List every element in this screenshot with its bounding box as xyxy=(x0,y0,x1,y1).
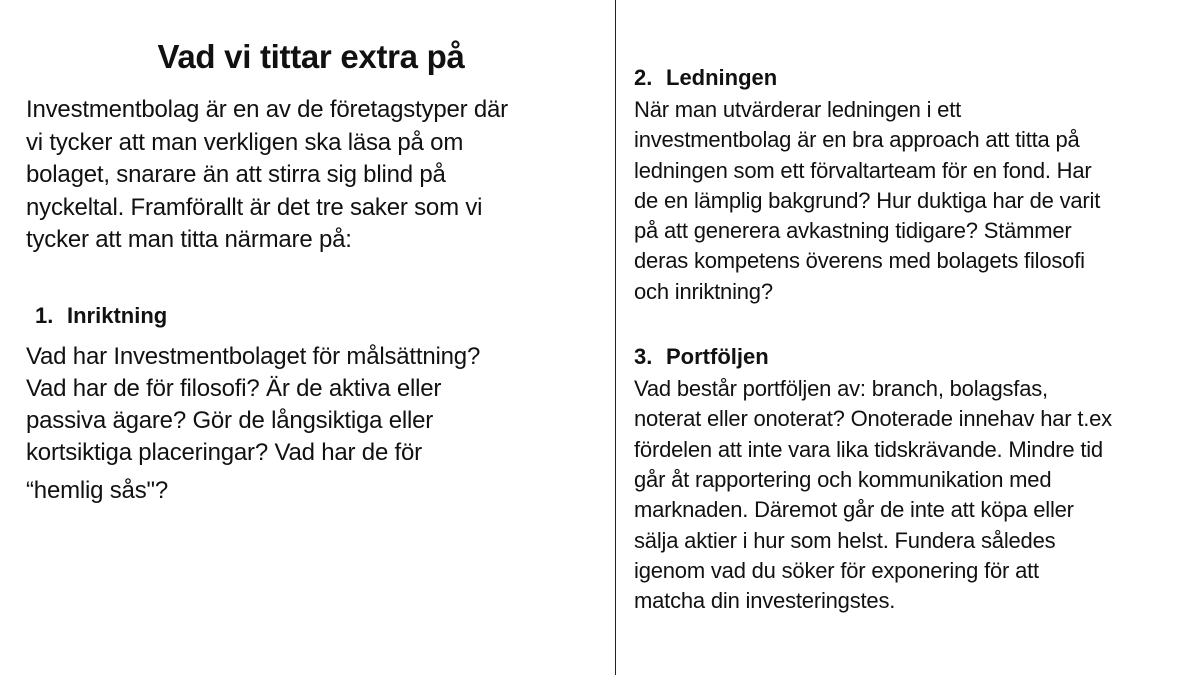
body-line: fördelen att inte vara lika tidskrävande. Mindre tid xyxy=(634,436,1103,462)
body-line: investmentbolag är en bra approach att titta på xyxy=(634,127,1080,153)
intro-line: tycker att man titta närmare på: xyxy=(26,226,352,253)
page-title: Vad vi tittar extra på xyxy=(157,38,465,75)
body-line: noterat eller onoterat? Onoterade innehav har t.ex xyxy=(634,406,1112,432)
section-title: Inriktning xyxy=(67,302,168,328)
intro-line: bolaget, snarare än att stirra sig blind på xyxy=(26,161,446,188)
right-column xyxy=(634,63,1194,616)
body-line: När man utvärderar ledningen i ett xyxy=(634,97,962,122)
body-line: på att generera avkastning tidigare? Stämmer xyxy=(634,218,1072,244)
body-line: marknaden. Däremot går de inte att köpa eller xyxy=(634,497,1074,523)
body-line: Vad består portföljen av: branch, bolagsfas, xyxy=(634,376,1048,402)
section-body-portfoljen xyxy=(634,374,1194,616)
section-number: 1. xyxy=(35,302,54,328)
section-number: 2. xyxy=(634,65,653,90)
body-line: “hemlig sås"? xyxy=(26,476,168,504)
body-line: passiva ägare? Gör de långsiktiga eller xyxy=(26,406,434,434)
intro-line: vi tycker att man verkligen ska läsa på om xyxy=(26,128,464,156)
body-line: ledningen som ett förvaltarteam för en fond. Har xyxy=(634,157,1092,183)
body-line: Vad har de för filosofi? Är de aktiva eller xyxy=(26,374,442,402)
intro-line: nyckeltal. Framförallt är det tre saker som vi xyxy=(26,193,483,221)
section-heading-inriktning xyxy=(26,301,596,331)
section-number: 3. xyxy=(634,344,653,370)
section-title: Ledningen xyxy=(666,65,778,90)
intro-line: Investmentbolag är en av de företagstyper där xyxy=(26,96,508,123)
section-title: Portföljen xyxy=(666,344,769,370)
section-heading-portfoljen xyxy=(634,342,1194,372)
body-line: går åt rapportering och kommunikation med xyxy=(634,466,1052,492)
body-line: matcha din investeringstes. xyxy=(634,588,896,614)
body-line: kortsiktiga placeringar? Vad har de för xyxy=(26,438,422,466)
left-column xyxy=(26,34,596,507)
intro-paragraph xyxy=(26,94,596,257)
body-line: igenom vad du söker för exponering för att xyxy=(634,557,1039,583)
body-line: deras kompetens överens med bolagets filosofi xyxy=(634,248,1085,274)
body-line: och inriktning? xyxy=(634,278,773,304)
section-body-ledningen xyxy=(634,95,1194,307)
body-line: sälja aktier i hur som helst. Fundera således xyxy=(634,527,1056,553)
section-heading-ledningen xyxy=(634,63,1194,93)
body-line: de en lämplig bakgrund? Hur duktiga har de varit xyxy=(634,187,1101,213)
section-body-inriktning xyxy=(26,341,596,507)
column-divider xyxy=(615,0,616,675)
body-line: Vad har Investmentbolaget för målsättning? xyxy=(26,342,481,370)
